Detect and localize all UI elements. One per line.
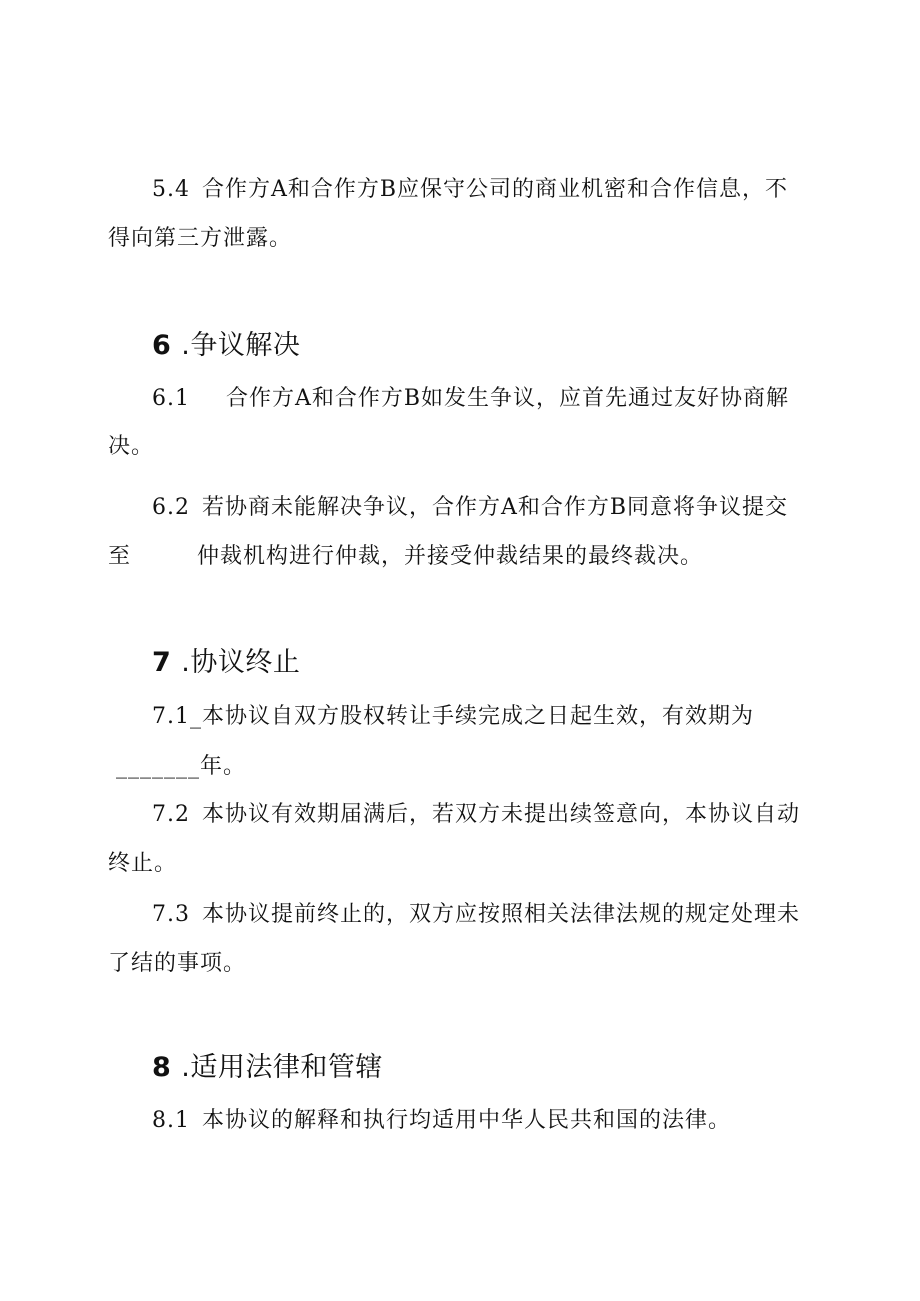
clause-6-2-line-2 bbox=[108, 544, 131, 570]
clause-6-2-line-1 bbox=[152, 495, 788, 521]
section-number: 8 bbox=[152, 1052, 172, 1083]
clause-number: 6.2 bbox=[152, 495, 190, 520]
clause-7-2-line-1 bbox=[152, 802, 800, 828]
section-title: .争议解决 bbox=[181, 330, 301, 361]
clause-number: 7.3 bbox=[152, 902, 190, 927]
clause-text: 本协议的解释和执行均适用中华人民共和国的法律。 bbox=[202, 1108, 732, 1133]
clause-number: 7.2 bbox=[152, 802, 190, 827]
clause-text: 本协议自双方股权转让手续完成之日起生效，有效期为 bbox=[202, 704, 755, 729]
clause-text: 合作方A和合作方B应保守公司的商业机密和合作信息，不 bbox=[202, 177, 789, 202]
section-number: 6 bbox=[152, 330, 172, 361]
clause-5-4-line-2: 得向第三方泄露。 bbox=[108, 226, 293, 251]
clause-text: 年。 bbox=[200, 754, 247, 779]
clause-number: 6.1 bbox=[152, 386, 190, 411]
clause-text-lead: 至 bbox=[108, 544, 132, 569]
clause-6-1-line-2: 决。 bbox=[108, 434, 155, 459]
clause-text: 若协商未能解决争议，合作方A和合作方B同意将争议提交 bbox=[202, 495, 789, 520]
clause-7-1-line-1 bbox=[152, 704, 754, 730]
clause-text: 本协议有效期届满后，若双方未提出续签意向，本协议自动 bbox=[202, 802, 801, 827]
clause-8-1-line-1 bbox=[152, 1108, 731, 1134]
section-number: 7 bbox=[152, 647, 172, 678]
clause-number: 5.4 bbox=[152, 177, 190, 202]
clause-7-2-line-2: 终止。 bbox=[108, 851, 178, 876]
clause-7-3-line-1 bbox=[152, 902, 800, 928]
clause-number: 8.1 bbox=[152, 1108, 190, 1133]
clause-6-1-line-1 bbox=[152, 386, 789, 412]
section-7-heading bbox=[152, 647, 300, 679]
clause-text: 合作方A和合作方B如发生争议，应首先通过友好协商解 bbox=[226, 386, 790, 411]
clause-number: 7.1_ bbox=[152, 704, 202, 729]
blank-field: _______ bbox=[116, 754, 200, 779]
section-title: .协议终止 bbox=[181, 647, 301, 678]
clause-text: 本协议提前终止的，双方应按照相关法律法规的规定处理未 bbox=[202, 902, 801, 927]
section-title: .适用法律和管辖 bbox=[181, 1052, 383, 1083]
clause-7-1-line-2 bbox=[116, 754, 246, 780]
section-8-heading bbox=[152, 1052, 383, 1084]
clause-5-4-line-1 bbox=[152, 177, 788, 203]
clause-6-2-line-2-rest: 仲裁机构进行仲裁，并接受仲裁结果的最终裁决。 bbox=[197, 544, 704, 569]
clause-7-3-line-2: 了结的事项。 bbox=[108, 951, 247, 976]
section-6-heading bbox=[152, 330, 300, 362]
